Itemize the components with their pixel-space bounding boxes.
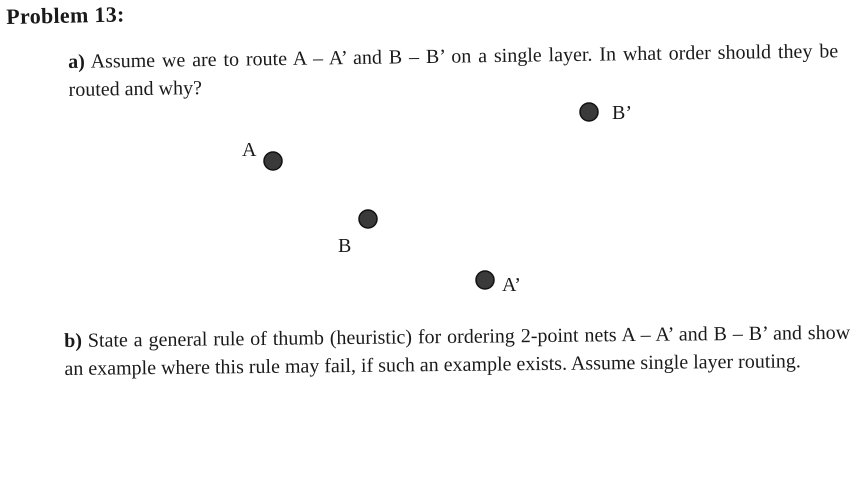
pin-a-prime-dot: [476, 271, 494, 289]
part-b-question: [64, 319, 851, 383]
part-a-question: [68, 37, 839, 104]
pin-a-prime-label: A’: [502, 274, 521, 296]
pin-b-prime-label: B’: [612, 102, 632, 124]
part-a-label: a): [68, 50, 86, 73]
problem-title: Problem 13:: [6, 1, 125, 29]
pin-b: [338, 210, 377, 257]
pin-b-dot: [359, 210, 377, 228]
pin-a: [242, 139, 282, 170]
part-b-label: b): [64, 329, 83, 352]
pin-a-prime: [476, 271, 521, 296]
pin-b-prime-dot: [580, 103, 598, 121]
pin-b-prime: [580, 102, 632, 124]
pin-a-dot: [264, 152, 282, 170]
pin-a-label: A: [242, 139, 257, 161]
part-b-text: State a general rule of thumb (heuristic) for ordering 2-point nets A – A’ and B – B’ and show an example where this rule may fail, if such an example exists. Assume single layer routing.: [64, 321, 851, 380]
pin-b-label: B: [338, 235, 352, 257]
part-a-text: Assume we are to route A – A’ and B – B’ on a single layer. In what order should they be routed and why?: [68, 40, 839, 101]
